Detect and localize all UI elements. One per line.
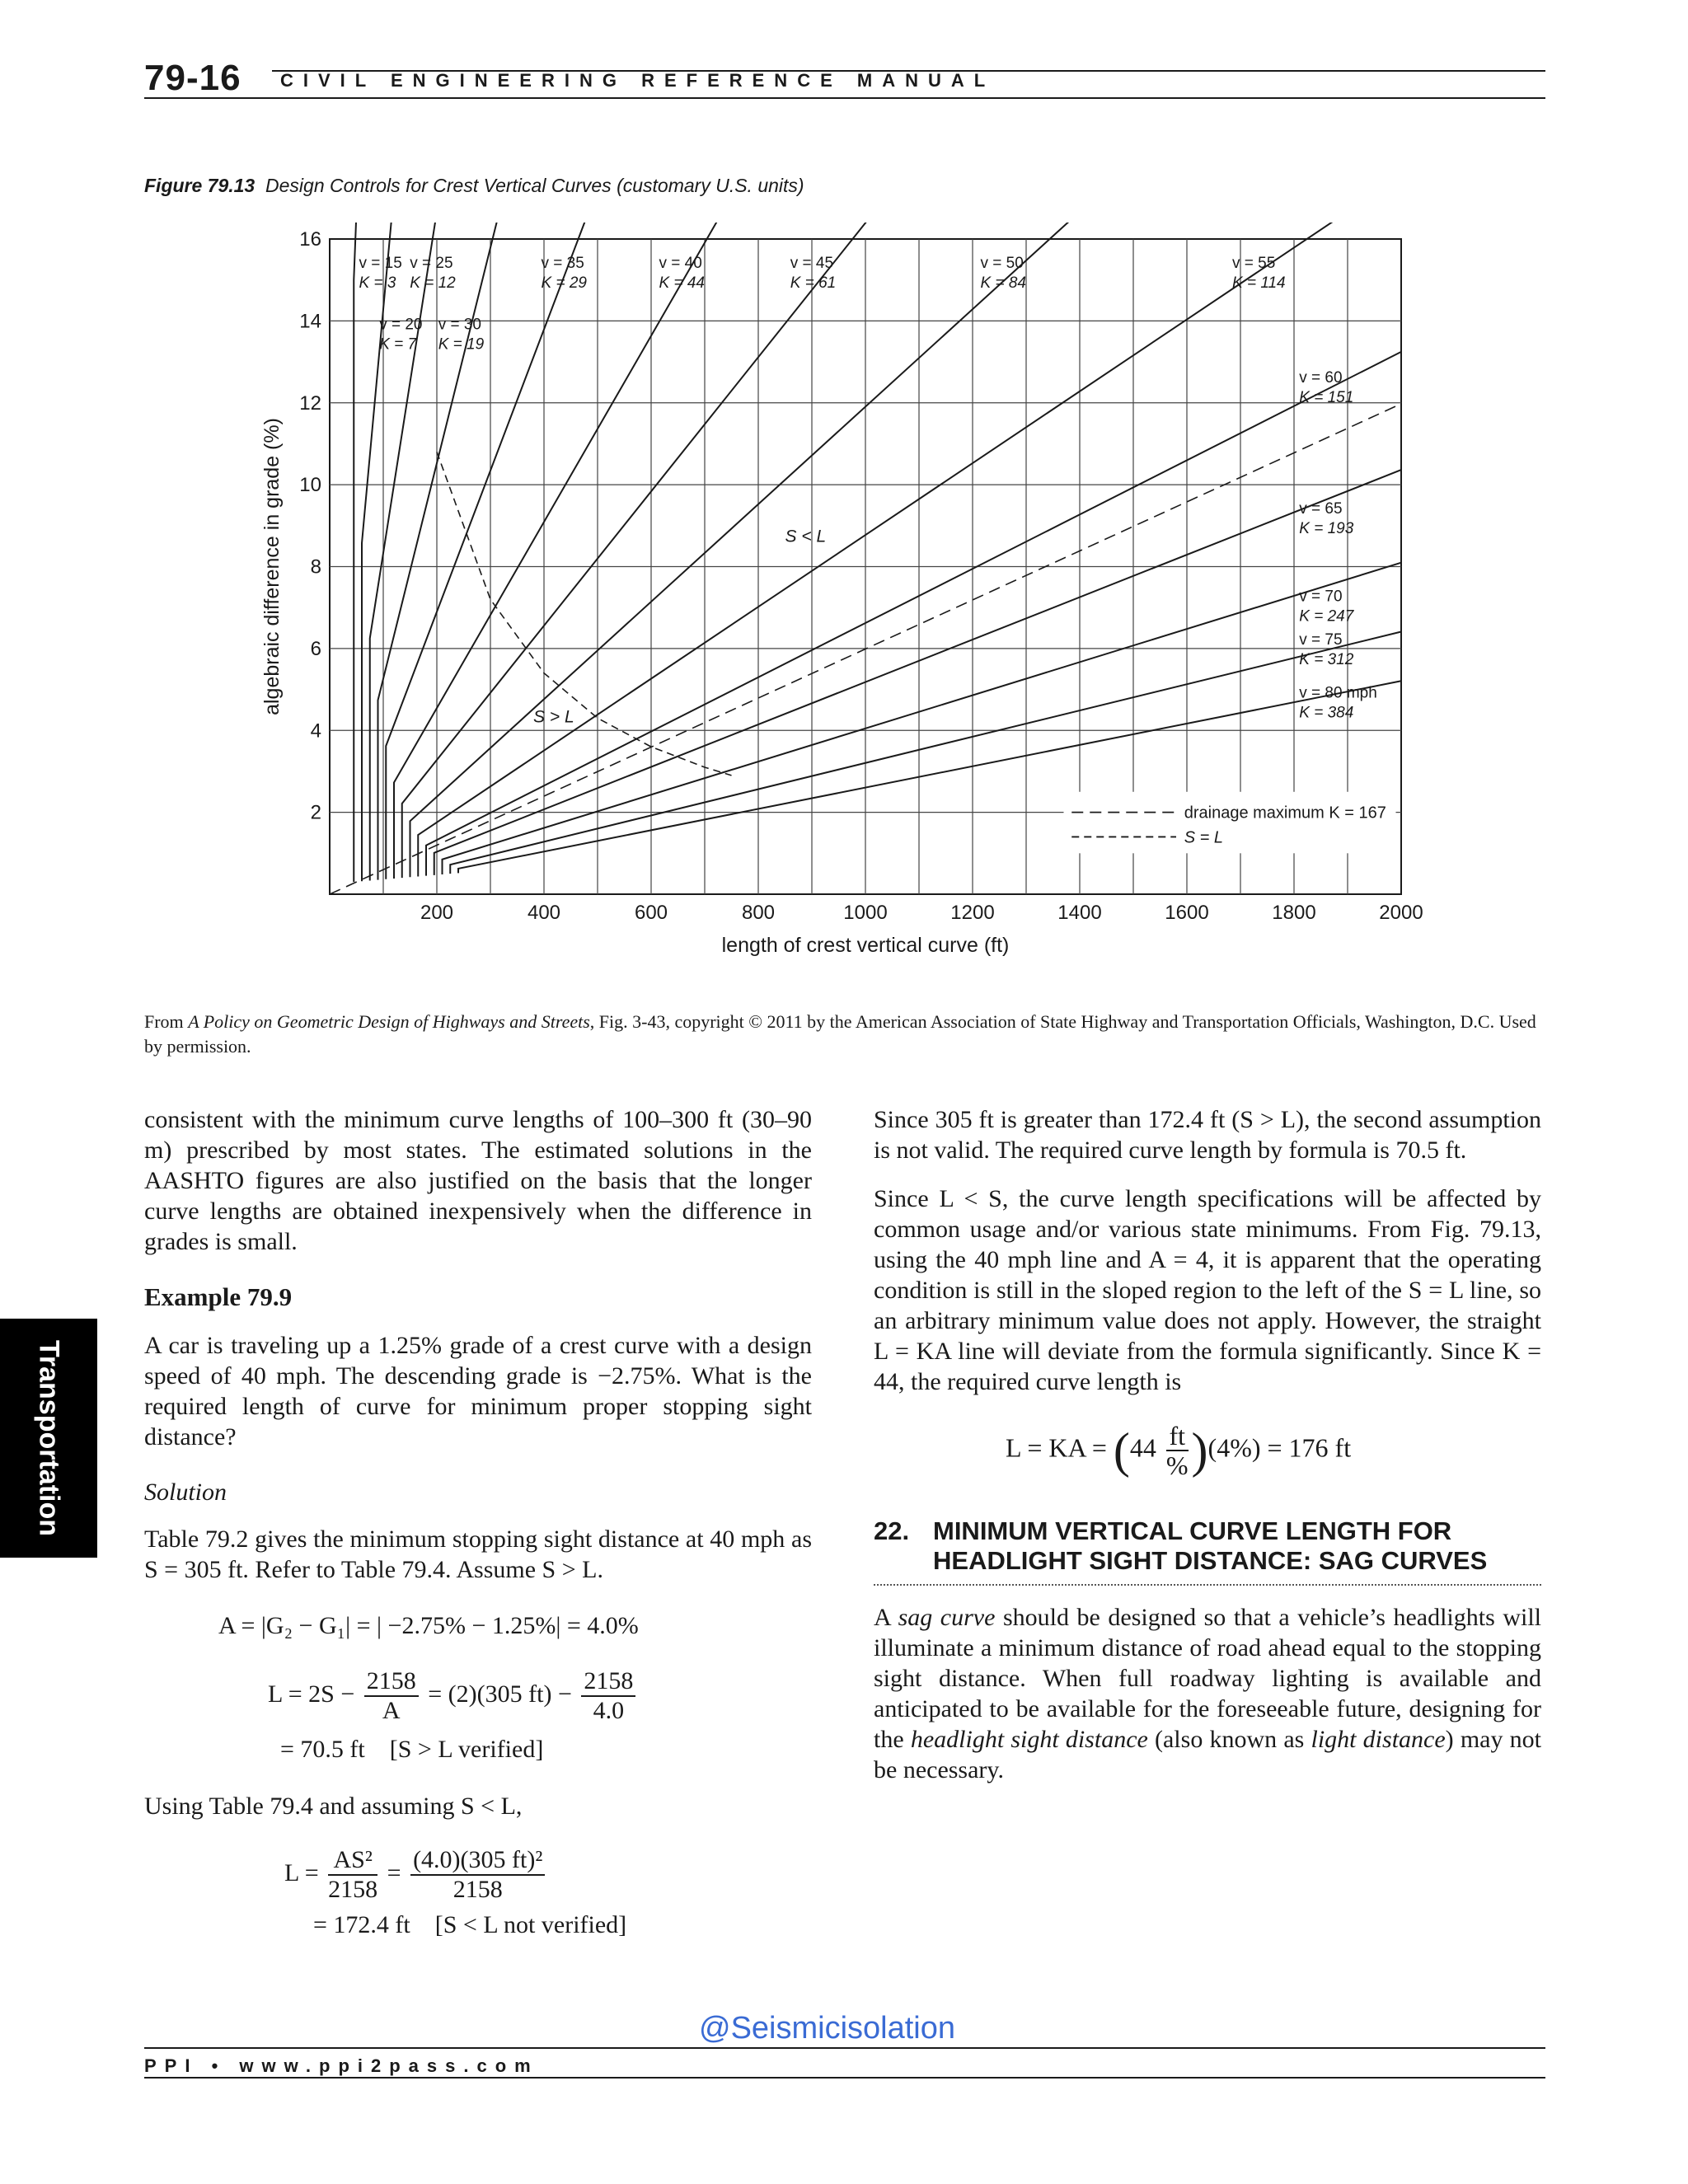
series-speed-label: v = 75 bbox=[1299, 630, 1343, 649]
paragraph: A sag curve should be designed so that a vehicle’s headlights will illuminate a minimum distance of road ahead equal to the stopping sight distance. When full roadway lighting is available and anticipated to be available for the foreseeable future, designing for the headlight sight distance (also known as light distance) may not be necessary. bbox=[874, 1604, 1541, 1783]
series-k-label: K = 247 bbox=[1299, 607, 1354, 626]
legend-box bbox=[1064, 792, 1396, 854]
section-tab bbox=[0, 1319, 97, 1558]
region-label: S < L bbox=[785, 527, 827, 546]
equation-s-greater-l bbox=[268, 1667, 812, 1725]
paragraph: Since L < S, the curve length specifications will be affected by common usage and/or various state minimums. From Fig. 79.13, using the 40 mph line and A = 4, it is apparent that the operating condition is still in the sloped region to the left of the S = L line, so an arbitrary minimum value does not apply. However, the straight L = KA line will deviate from the formula significantly. Since K = 44, the required curve length is bbox=[874, 1185, 1541, 1395]
eq-term: L = bbox=[284, 1858, 319, 1886]
series-k-label: K = 151 bbox=[1299, 388, 1354, 406]
paragraph: consistent with the minimum curve lengths of 100–300 ft (30–90 m) prescribed by most states. The estimated solutions in the AASHTO figures are also justified on the basis that the longer curve lengths are obtained inexpensively when the difference in grades is small. bbox=[144, 1106, 812, 1255]
y-tick-label: 2 bbox=[310, 801, 321, 824]
eq-term: 44 bbox=[1129, 1432, 1156, 1463]
series-line bbox=[354, 223, 356, 882]
denominator: % bbox=[1165, 1451, 1189, 1480]
series-k-label: K = 3 bbox=[359, 274, 396, 292]
eq-term: = (2)(305 ft) − bbox=[428, 1680, 572, 1708]
series-speed-label: v = 55 bbox=[1232, 254, 1276, 272]
y-tick-label: 8 bbox=[310, 555, 321, 579]
series-speed-label: v = 15 bbox=[359, 254, 402, 272]
equation-result: = 172.4 ft [S < L not verified] bbox=[313, 1911, 627, 1938]
x-tick-label: 1400 bbox=[1057, 902, 1102, 924]
series-speed-label: v = 35 bbox=[541, 254, 584, 272]
numerator: 2158 bbox=[364, 1667, 419, 1697]
paragraph: Using Table 79.4 and assuming S < L, bbox=[144, 1793, 523, 1820]
fraction bbox=[1166, 1422, 1189, 1479]
equation-result: = 70.5 ft [S > L verified] bbox=[280, 1736, 544, 1763]
figure-caption bbox=[144, 175, 804, 197]
header-rule-bottom bbox=[144, 97, 1545, 99]
section-tab-label: Transportation bbox=[33, 1339, 65, 1537]
page-number: 79-16 bbox=[144, 58, 241, 98]
series-speed-label: v = 80 mph bbox=[1299, 684, 1377, 702]
chart-labels bbox=[260, 228, 1423, 957]
x-tick-label: 1600 bbox=[1165, 902, 1209, 924]
section-title: MINIMUM VERTICAL CURVE LENGTH FOR HEADLIGHT SIGHT DISTANCE: SAG CURVES bbox=[933, 1516, 1488, 1575]
paragraph: Since 305 ft is greater than 172.4 ft (S > L), the second assumption is not valid. The required curve length by formula is 70.5 ft. bbox=[874, 1106, 1541, 1164]
figure-label: Figure 79.13 bbox=[144, 175, 256, 196]
series-k-label: K = 61 bbox=[790, 274, 837, 292]
y-tick-label: 16 bbox=[299, 228, 321, 251]
equation-s-less-l bbox=[284, 1846, 812, 1904]
y-tick-label: 10 bbox=[299, 474, 321, 497]
series-k-label: K = 12 bbox=[410, 274, 456, 292]
numerator: ft bbox=[1166, 1422, 1189, 1451]
legend-s-equals-l-label: S = L bbox=[1184, 828, 1224, 847]
header-rule-top bbox=[272, 70, 1545, 72]
eq-term: = bbox=[387, 1858, 401, 1886]
series-k-label: K = 29 bbox=[541, 274, 587, 292]
y-tick-label: 14 bbox=[299, 310, 321, 333]
series-speed-label: v = 50 bbox=[980, 254, 1024, 272]
solution-label: Solution bbox=[144, 1479, 227, 1506]
equation-l-ka: L = KA = (44 $\frac{ft}{\%}$ )(4%) = 176 ft bbox=[1006, 1421, 1352, 1480]
denominator: 2158 bbox=[328, 1876, 378, 1903]
series-speed-label: v = 45 bbox=[790, 254, 834, 272]
series-k-label: K = 44 bbox=[659, 274, 705, 292]
series-k-label: K = 384 bbox=[1299, 704, 1354, 722]
y-tick-label: 12 bbox=[299, 391, 321, 415]
section-heading bbox=[874, 1516, 1541, 1576]
left-column bbox=[144, 1104, 812, 1942]
y-tick-label: 4 bbox=[310, 719, 321, 743]
figure-caption-text: Design Controls for Crest Vertical Curves (customary U.S. units) bbox=[265, 175, 804, 196]
watermark: @Seismicisolation bbox=[699, 2011, 956, 2046]
series-speed-label: v = 25 bbox=[410, 254, 453, 272]
numerator: (4.0)(305 ft)² bbox=[410, 1846, 545, 1876]
fraction bbox=[328, 1846, 377, 1904]
figure-credit bbox=[144, 1010, 1545, 1059]
series-speed-label: v = 60 bbox=[1299, 368, 1343, 387]
example-text: A car is traveling up a 1.25% grade of a crest curve with a design speed of 40 mph. The descending grade is −2.75%. What is the required length of curve for minimum proper stopping sight distance? bbox=[144, 1332, 812, 1451]
denominator: 4.0 bbox=[593, 1697, 625, 1724]
x-tick-label: 600 bbox=[634, 902, 668, 924]
numerator: AS² bbox=[328, 1846, 377, 1876]
series-speed-label: v = 30 bbox=[438, 316, 481, 334]
series-k-label: K = 193 bbox=[1299, 519, 1354, 537]
credit-title: A Policy on Geometric Design of Highways and Streets bbox=[188, 1011, 590, 1032]
crest-curve-chart bbox=[247, 223, 1451, 981]
legend-drainage-label: drainage maximum K = 167 bbox=[1184, 804, 1386, 823]
numerator: 2158 bbox=[581, 1667, 635, 1697]
series-k-label: K = 114 bbox=[1232, 274, 1286, 292]
right-column bbox=[874, 1104, 1541, 1803]
x-tick-label: 800 bbox=[741, 902, 776, 924]
x-tick-label: 1200 bbox=[950, 902, 995, 924]
paragraph: Table 79.2 gives the minimum stopping sight distance at 40 mph as S = 305 ft. Refer to Table 79.4. Assume S > L. bbox=[144, 1526, 812, 1583]
footer: PPI • www.ppi2pass.com bbox=[144, 2055, 539, 2076]
credit-rest: , Fig. 3-43, copyright © 2011 by the American Association of State Highway and Transportation Officials, Washington, D.C. Used by permission. bbox=[144, 1011, 1536, 1057]
x-tick-label: 200 bbox=[420, 902, 454, 924]
series-k-label: K = 84 bbox=[980, 274, 1026, 292]
section-number: 22. bbox=[874, 1516, 910, 1545]
region-label: S > L bbox=[533, 707, 574, 727]
series-k-label: K = 7 bbox=[379, 335, 417, 354]
fraction bbox=[581, 1667, 635, 1725]
denominator: A bbox=[382, 1697, 401, 1724]
x-tick-label: 2000 bbox=[1379, 902, 1423, 924]
footer-rule-bottom bbox=[144, 2077, 1545, 2079]
series-speed-label: v = 70 bbox=[1299, 588, 1343, 606]
y-axis-title: algebraic difference in grade (%) bbox=[260, 418, 284, 715]
x-tick-label: 400 bbox=[527, 902, 561, 924]
eq-term: L = 2S − bbox=[268, 1680, 355, 1708]
x-axis-title: length of crest vertical curve (ft) bbox=[721, 934, 1010, 957]
eq-term: L = KA = bbox=[1006, 1432, 1107, 1463]
example-title: Example 79.9 bbox=[144, 1282, 293, 1311]
y-tick-label: 6 bbox=[310, 637, 321, 660]
series-speed-label: v = 65 bbox=[1299, 499, 1343, 518]
denominator: 2158 bbox=[452, 1876, 503, 1903]
series-k-label: K = 19 bbox=[438, 335, 485, 354]
term: headlight sight distance bbox=[910, 1726, 1148, 1753]
running-title: CIVIL ENGINEERING REFERENCE MANUAL bbox=[280, 70, 996, 91]
x-tick-label: 1800 bbox=[1272, 902, 1316, 924]
credit-prefix: From bbox=[144, 1011, 184, 1032]
series-speed-label: v = 40 bbox=[659, 254, 702, 272]
x-tick-label: 1000 bbox=[843, 902, 888, 924]
series-speed-label: v = 20 bbox=[379, 316, 423, 334]
term: light distance bbox=[1311, 1726, 1446, 1753]
fraction bbox=[364, 1667, 419, 1725]
fraction bbox=[410, 1846, 545, 1904]
eq-term: (4%) = 176 ft bbox=[1207, 1432, 1352, 1463]
s-equals-l-curve bbox=[437, 452, 732, 776]
footer-rule-top bbox=[144, 2047, 1545, 2049]
term: sag curve bbox=[898, 1604, 996, 1631]
equation-grade-difference: A = |G₂ − G₁| = | −2.75% − 1.25%| = 4.0% bbox=[218, 1612, 639, 1639]
series-k-label: K = 312 bbox=[1299, 650, 1354, 668]
section-rule bbox=[874, 1584, 1541, 1586]
